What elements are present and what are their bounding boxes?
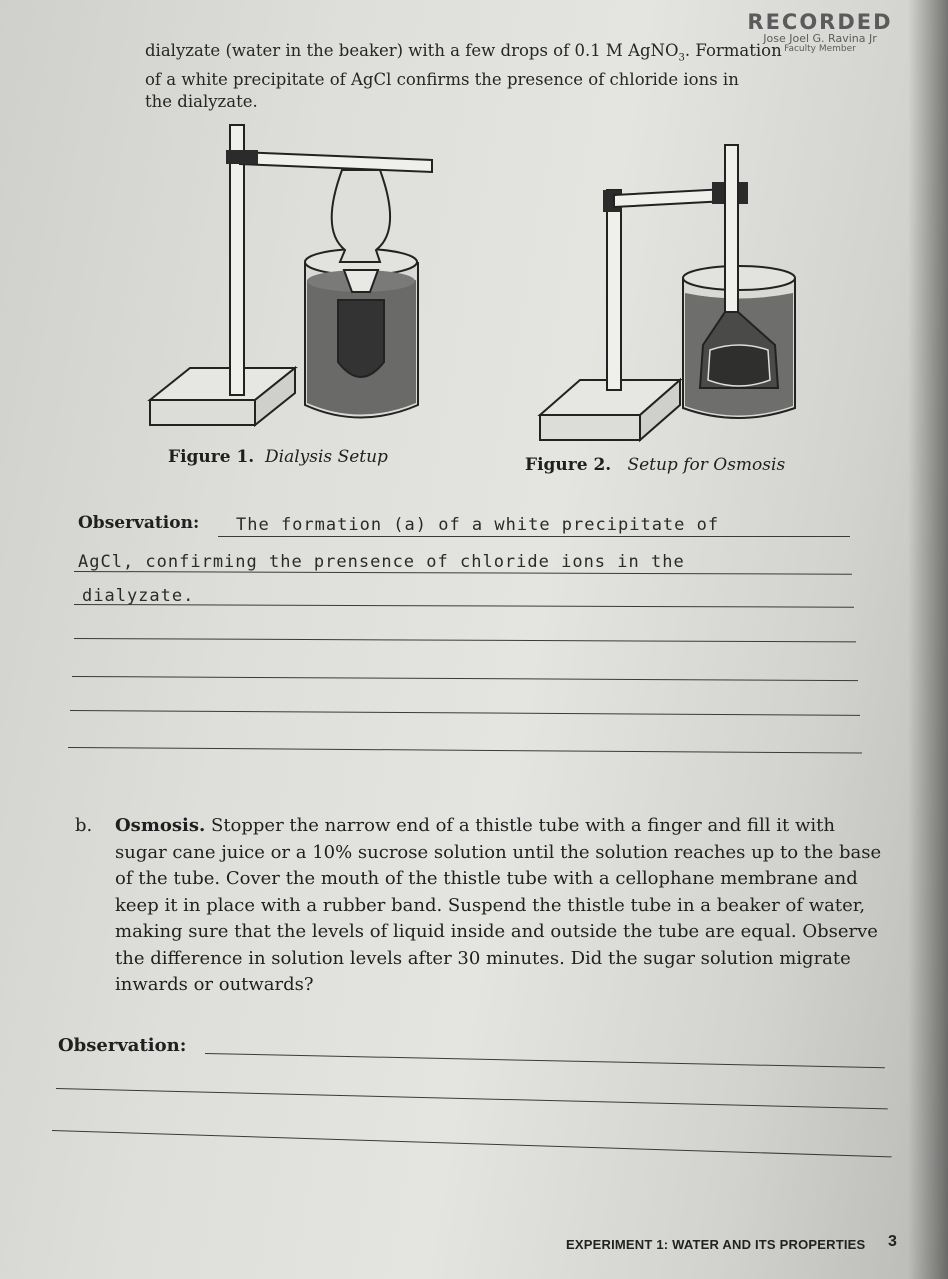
answer-line <box>72 676 858 681</box>
figure1-number: Figure 1. <box>168 447 255 467</box>
stamp-name: Jose Joel G. Ravina Jr <box>763 32 877 45</box>
figure2-number: Figure 2. <box>525 455 612 475</box>
observation-a-handwriting-1: The formation (a) of a white precipitate of <box>236 515 720 535</box>
dialysis-setup-figure <box>150 125 432 425</box>
osmosis-setup-figure <box>540 145 795 440</box>
observation-a-handwriting-3: dialyzate. <box>82 586 195 606</box>
stamp-title: RECORDED <box>747 10 893 34</box>
answer-line <box>218 536 850 537</box>
section-b-title: Osmosis. <box>115 815 206 836</box>
page-number: 3 <box>888 1233 897 1250</box>
intro-line1-sub: 3 <box>678 52 685 64</box>
intro-line1: dialyzate (water in the beaker) with a few drops of 0.1 M AgNO <box>145 41 679 60</box>
section-b-body <box>115 813 885 999</box>
answer-line <box>74 638 856 642</box>
stamp-role: Faculty Member <box>784 44 856 54</box>
observation-a-label: Observation: <box>78 513 200 533</box>
intro-line3: the dialyzate. <box>145 92 258 112</box>
section-b-text: Stopper the narrow end of a thistle tube with a finger and fill it with sugar cane juice or a 10% sucrose solution until the solution reaches up to the base of the tube. Cover the mouth of the thistle tube with a cellophane membrane and keep it in place with a rubber band. Suspend the thistle tube in a beaker of water, making sure that the levels of liquid inside and outside the tube are equal. Observe the difference in solution levels after 30 minutes. Did the sugar solution migrate inwards or outwards? <box>115 815 882 995</box>
section-b-paragraph <box>75 813 885 995</box>
answer-line <box>70 710 860 716</box>
page-edge-shadow <box>908 0 948 1279</box>
figures-illustration <box>0 0 948 480</box>
answer-line <box>68 747 862 754</box>
footer-experiment-title: EXPERIMENT 1: WATER AND ITS PROPERTIES <box>566 1237 866 1252</box>
answer-line <box>52 1130 892 1157</box>
figure2-title: Setup for Osmosis <box>627 455 786 475</box>
answer-line <box>56 1088 888 1109</box>
answer-line <box>205 1053 885 1068</box>
intro-line1-end: . Formation <box>684 41 782 60</box>
observation-b-label: Observation: <box>58 1035 187 1056</box>
intro-line2: of a white precipitate of AgCl confirms the presence of chloride ions in <box>145 70 739 90</box>
figure2-caption <box>525 455 785 475</box>
observation-a-handwriting-2: AgCl, confirming the prensence of chloride ions in the <box>78 552 685 572</box>
answer-line <box>74 571 852 575</box>
figure1-caption <box>168 447 388 467</box>
figure1-title: Dialysis Setup <box>265 447 388 467</box>
section-b-label: b. <box>75 815 93 836</box>
